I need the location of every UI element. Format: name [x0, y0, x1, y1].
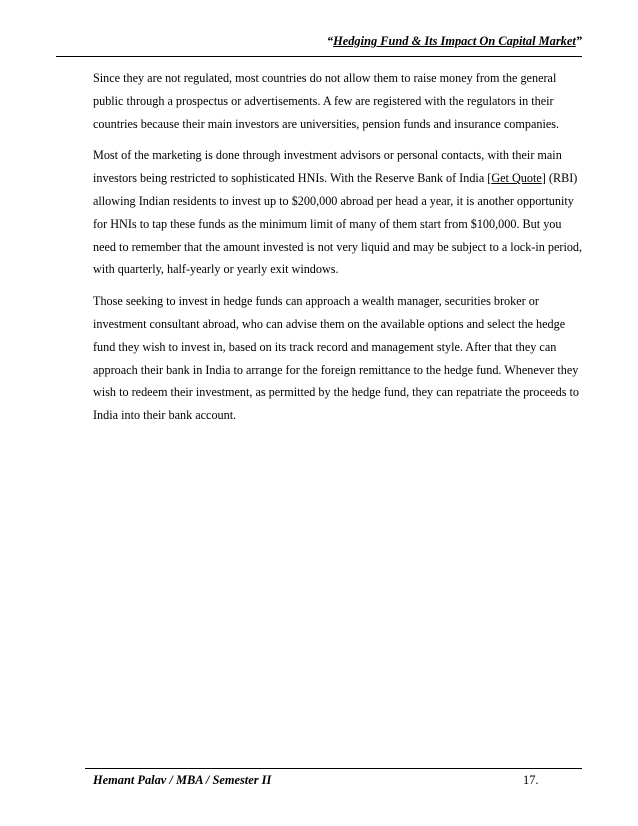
page-body: [93, 67, 587, 436]
footer-rule: [85, 768, 582, 769]
header-rule: [56, 56, 582, 57]
paragraph-marketing-text-start: Most of the marketing is done through investment advisors or personal contacts, with their main investors being restricted to sophisticated HNIs. With the Reserve Bank of India [: [93, 148, 562, 186]
header-open-quote: “: [326, 34, 334, 48]
header-title: Hedging Fund & Its Impact On Capital Market: [333, 34, 576, 48]
get-quote-link[interactable]: Get Quote: [491, 171, 542, 186]
paragraph-investing: Those seeking to invest in hedge funds can approach a wealth manager, securities broker or investment consultant abroad, who can advise them on the available options and select the hedge fund they wish to invest in, based on its track record and management style. After that they can approach their bank in India to arrange for the foreign remittance to the hedge fund. Whenever they wish to redeem their investment, as permitted by the hedge fund, they can repatriate the proceeds to India into their bank account.: [93, 294, 579, 423]
running-header: [327, 34, 582, 49]
footer-author: Hemant Palav / MBA / Semester II: [93, 773, 272, 787]
header-close-quote: ”: [575, 34, 582, 48]
paragraph-marketing: [93, 144, 587, 281]
page-number: 17.: [523, 773, 539, 787]
paragraph-regulation: Since they are not regulated, most countries do not allow them to raise money from the general public through a prospectus or advertisements. A few are registered with the regulators in their countries because their main investors are universities, pension funds and insurance companies.: [93, 71, 560, 131]
paragraph-marketing-text-end: ] (RBI) allowing Indian residents to invest up to $200,000 abroad per head a year, it is another opportunity for HNIs to tap these funds as the minimum limit of many of them start from $100,000. But you need to remember that the amount invested is not very liquid and may be subject to a lock-in period, with quarterly, half-yearly or yearly exit windows.: [93, 171, 583, 277]
